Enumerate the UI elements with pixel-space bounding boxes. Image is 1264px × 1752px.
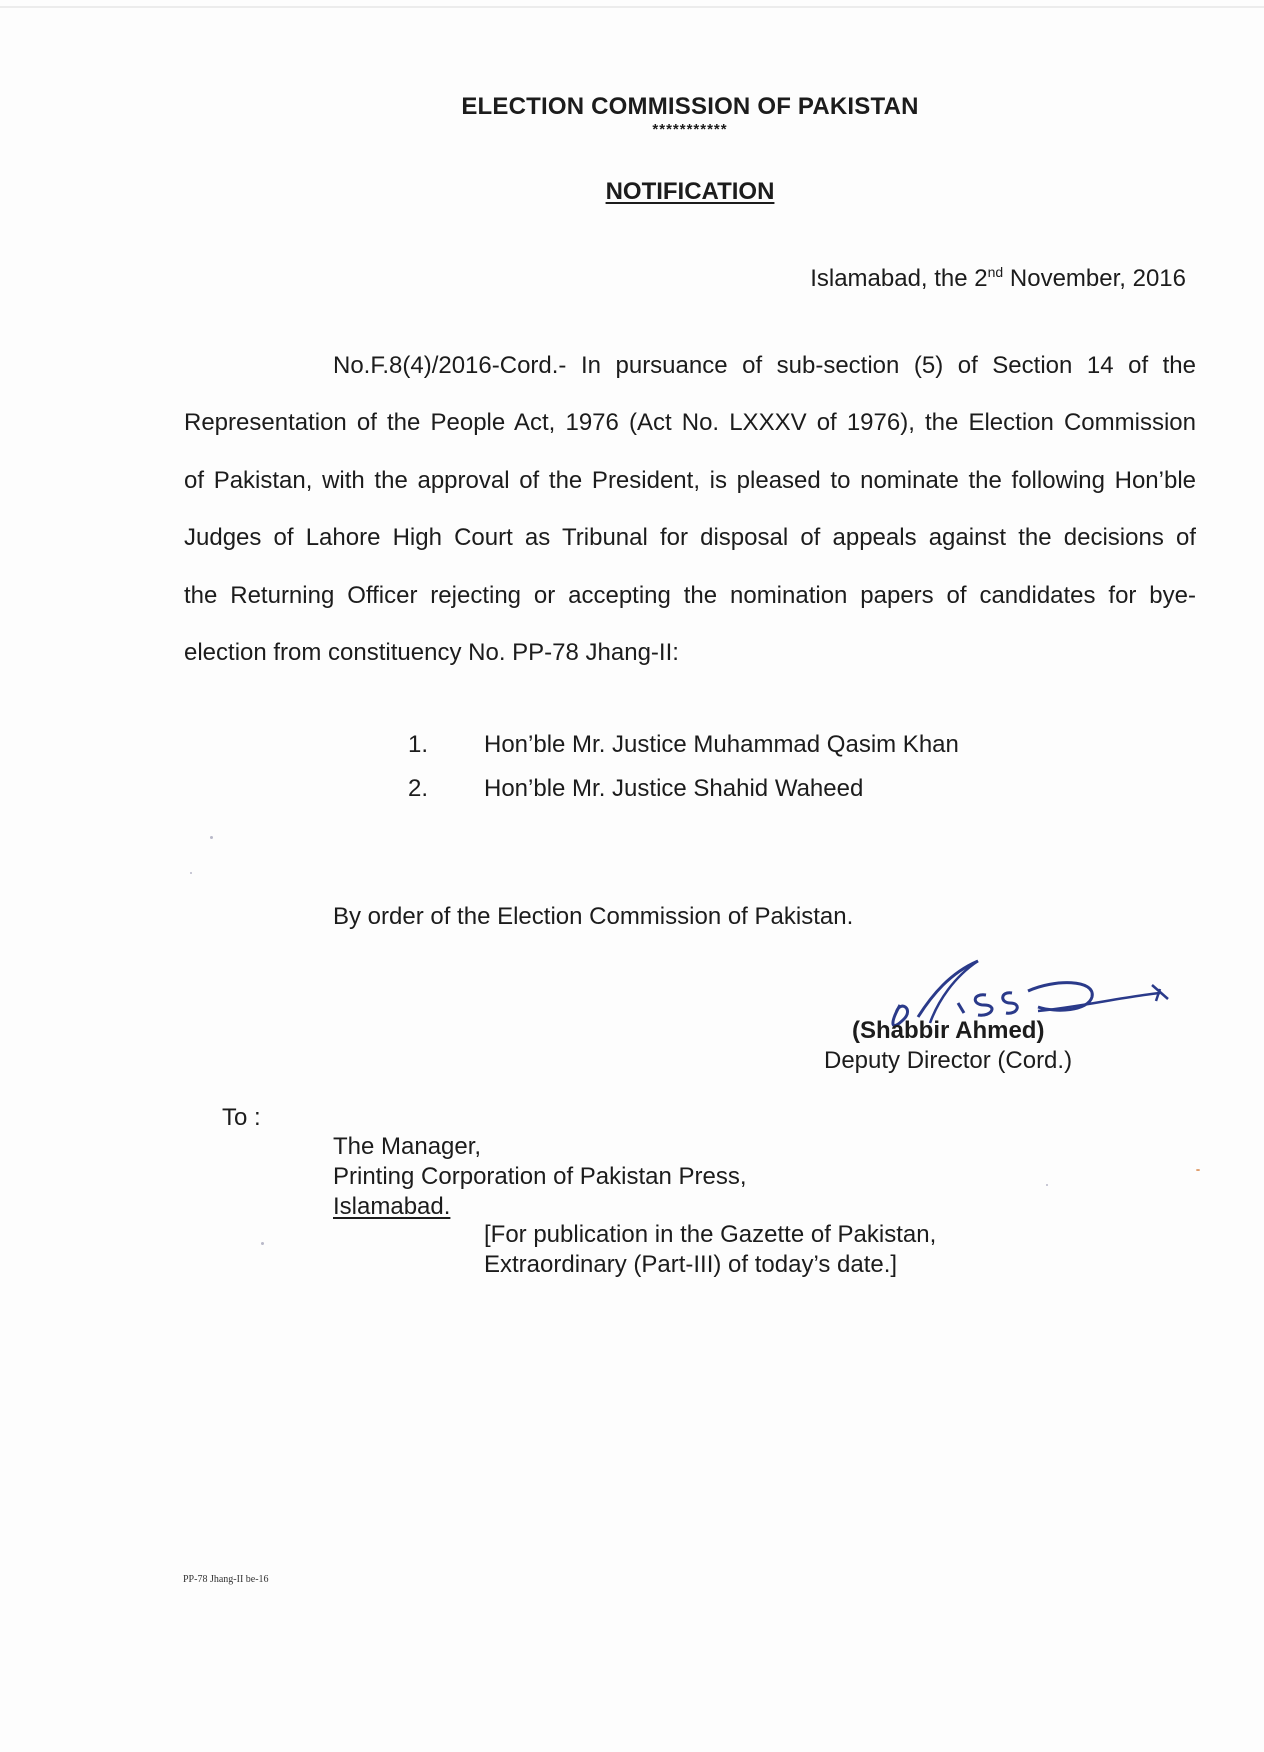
recipient-line-1: The Manager, bbox=[333, 1133, 482, 1160]
dateline-prefix: Islamabad, the 2 bbox=[810, 265, 988, 292]
body-line-1: No.F.8(4)/2016-Cord.- In pursuance of sub-section (5) of Section 14 of the bbox=[333, 352, 1196, 379]
recipient-line-2: Printing Corporation of Pakistan Press, bbox=[333, 1163, 747, 1190]
signatory-designation: Deputy Director (Cord.) bbox=[824, 1047, 1073, 1074]
judge-number-1: 1. bbox=[408, 731, 429, 758]
scan-speck bbox=[190, 872, 192, 874]
heading-separator: *********** bbox=[652, 121, 728, 138]
body-line-3: of Pakistan, with the approval of the President, is pleased to nominate the following Hon’ble bbox=[184, 467, 1196, 494]
scan-speck bbox=[1046, 1184, 1048, 1186]
recipient-line-3: Islamabad. bbox=[333, 1193, 451, 1220]
to-label: To : bbox=[222, 1104, 261, 1131]
publication-note-line-2: Extraordinary (Part-III) of today’s date.] bbox=[484, 1251, 898, 1278]
footer-reference: PP-78 Jhang-II be-16 bbox=[183, 1574, 269, 1585]
organization-heading: ELECTION COMMISSION OF PAKISTAN bbox=[461, 93, 919, 120]
body-line-2: Representation of the People Act, 1976 (Act No. LXXXV of 1976), the Election Commission bbox=[184, 409, 1196, 436]
judge-name-1: Hon’ble Mr. Justice Muhammad Qasim Khan bbox=[484, 731, 959, 758]
dateline bbox=[810, 264, 1186, 293]
document-title: NOTIFICATION bbox=[605, 178, 775, 205]
scan-top-edge bbox=[0, 6, 1264, 8]
scan-speck bbox=[261, 1242, 264, 1245]
scan-speck bbox=[210, 836, 213, 839]
order-line: By order of the Election Commission of Pakistan. bbox=[333, 903, 854, 930]
body-line-6: election from constituency No. PP-78 Jhang-II: bbox=[184, 639, 679, 666]
dateline-ordinal: nd bbox=[987, 264, 1004, 280]
judge-name-2: Hon’ble Mr. Justice Shahid Waheed bbox=[484, 775, 864, 802]
signatory-name: (Shabbir Ahmed) bbox=[852, 1017, 1045, 1044]
judge-number-2: 2. bbox=[408, 775, 429, 802]
body-line-5: the Returning Officer rejecting or accepting the nomination papers of candidates for bye- bbox=[184, 582, 1196, 609]
dateline-rest: November, 2016 bbox=[1003, 265, 1186, 292]
publication-note-line-1: [For publication in the Gazette of Pakistan, bbox=[484, 1221, 937, 1248]
scan-speck bbox=[1196, 1169, 1200, 1171]
body-line-4: Judges of Lahore High Court as Tribunal for disposal of appeals against the decisions of bbox=[184, 524, 1196, 551]
